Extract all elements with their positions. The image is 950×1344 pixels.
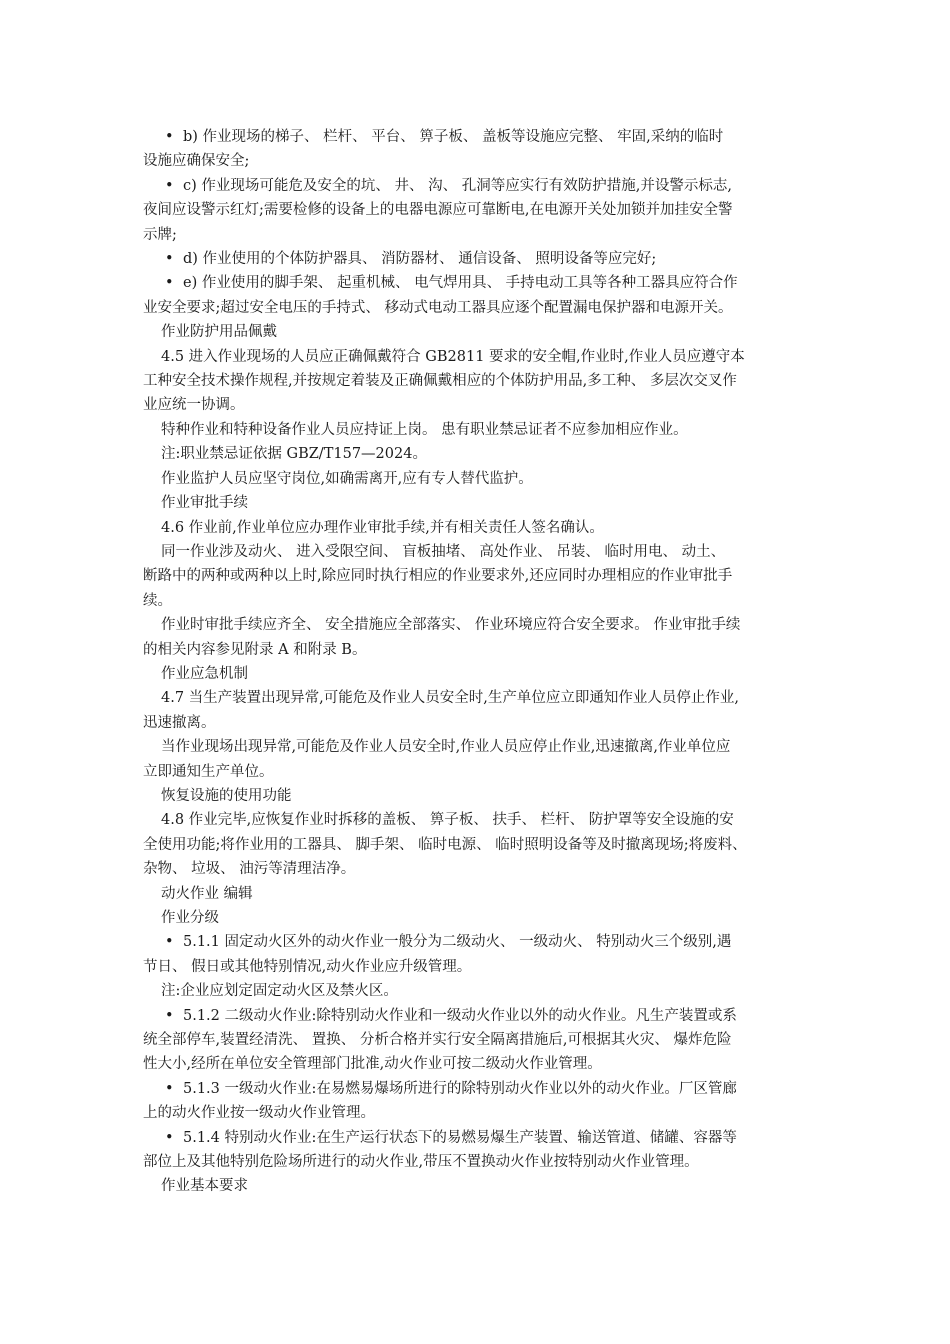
bullet-icon: • <box>165 275 174 292</box>
paragraph-line: 设施应确保安全; <box>143 153 250 170</box>
paragraph-text: b) 作业现场的梯子、 栏杆、 平台、 箅子板、 盖板等设施应完整、 牢固,采纳的临时 <box>183 129 724 145</box>
paragraph-line: 统全部停车,装置经清洗、 置换、 分析合格并实行安全隔离措施后,可根据其火灾、 爆炸危险 <box>143 1032 732 1049</box>
document-page <box>143 125 815 1199</box>
paragraph-line: 作业时审批手续应齐全、 安全措施应全部落实、 作业环境应符合安全要求。 作业审批手续 <box>161 617 741 634</box>
paragraph-line: 当作业现场出现异常,可能危及作业人员安全时,作业人员应停止作业,迅速撤离,作业单位应 <box>161 739 731 756</box>
section-heading: 作业应急机制 <box>161 665 248 682</box>
paragraph-line: 上的动火作业按一级动火作业管理。 <box>143 1105 375 1122</box>
paragraph-line: 工种安全技术操作规程,并按规定着装及正确佩戴相应的个体防护用品,多工种、 多层次交叉作 <box>143 373 737 390</box>
paragraph-line: 断路中的两种或两种以上时,除应同时执行相应的作业要求外,还应同时办理相应的作业审批手 <box>143 568 733 585</box>
list-item <box>143 930 815 954</box>
paragraph-text: 5.1.1 固定动火区外的动火作业一般分为二级动火、 一级动火、 特别动火三个级别,遇 <box>183 934 732 951</box>
bullet-icon: • <box>165 251 174 268</box>
list-item <box>143 1004 815 1028</box>
bullet-icon: • <box>165 177 174 194</box>
paragraph-line: 夜间应设警示红灯;需要检修的设备上的电器电源应可靠断电,在电源开关处加锁并加挂安全警 <box>143 202 733 219</box>
paragraph-line: 4.7 当生产装置出现异常,可能危及作业人员安全时,生产单位应立即通知作业人员停止作业, <box>161 690 739 707</box>
bullet-icon: • <box>165 1007 174 1024</box>
note-line: 注:职业禁忌证依据 GBZ/T157—2024。 <box>161 446 427 463</box>
section-heading: 作业审批手续 <box>161 495 248 512</box>
bullet-icon: • <box>165 1080 174 1097</box>
paragraph-line: 4.5 进入作业现场的人员应正确佩戴符合 GB2811 要求的安全帽,作业时,作业人员应遵守本 <box>161 348 745 365</box>
section-heading: 作业基本要求 <box>161 1178 248 1195</box>
bullet-icon: • <box>165 934 174 951</box>
paragraph-line: 部位上及其他特别危险场所进行的动火作业,带压不置换动火作业按特别动火作业管理。 <box>143 1154 699 1171</box>
list-item <box>143 247 815 271</box>
paragraph-line: 示牌; <box>143 226 177 243</box>
list-item <box>143 125 815 149</box>
paragraph-line: 全使用功能;将作业用的工器具、 脚手架、 临时电源、 临时照明设备等及时撤离现场;将废料、 <box>143 836 747 853</box>
note-line: 注:企业应划定固定动火区及禁火区。 <box>161 983 398 1000</box>
paragraph-line: 同一作业涉及动火、 进入受限空间、 盲板抽堵、 高处作业、 吊装、 临时用电、 动土、 <box>161 543 726 560</box>
paragraph-line: 迅速撤离。 <box>143 714 216 731</box>
paragraph-text: 5.1.2 二级动火作业:除特别动火作业和一级动火作业以外的动火作业。凡生产装置或系 <box>183 1007 737 1024</box>
paragraph-line: 业安全要求;超过安全电压的手持式、 移动式电动工器具应逐个配置漏电保护器和电源开关。 <box>143 299 733 316</box>
paragraph-text: c) 作业现场可能危及安全的坑、 井、 沟、 孔洞等应实行有效防护措施,并设警示标志, <box>183 177 732 194</box>
bullet-icon: • <box>165 1129 174 1146</box>
paragraph-line: 杂物、 垃圾、 油污等清理洁净。 <box>143 861 356 878</box>
bullet-icon: • <box>165 129 174 145</box>
paragraph-line: 特种作业和特种设备作业人员应持证上岗。 患有职业禁忌证者不应参加相应作业。 <box>161 421 688 438</box>
paragraph-text: e) 作业使用的脚手架、 起重机械、 电气焊用具、 手持电动工具等各种工器具应符合作 <box>183 275 738 292</box>
paragraph-line: 作业监护人员应坚守岗位,如确需离开,应有专人替代监护。 <box>161 470 533 487</box>
paragraph-line: 业应统一协调。 <box>143 397 245 414</box>
paragraph-line: 的相关内容参见附录 A 和附录 B。 <box>143 641 367 658</box>
section-heading: 恢复设施的使用功能 <box>161 787 292 804</box>
list-item <box>143 1126 815 1150</box>
paragraph-line: 续。 <box>143 592 172 609</box>
list-item <box>143 174 815 198</box>
paragraph-text: 5.1.3 一级动火作业:在易燃易爆场所进行的除特别动火作业以外的动火作业。厂区管廊 <box>183 1080 737 1097</box>
paragraph-line: 性大小,经所在单位安全管理部门批准,动火作业可按二级动火作业管理。 <box>143 1056 602 1073</box>
paragraph-line: 4.6 作业前,作业单位应办理作业审批手续,并有相关责任人签名确认。 <box>161 519 604 536</box>
paragraph-text: 5.1.4 特别动火作业:在生产运行状态下的易燃易爆生产装置、输送管道、储罐、容器等 <box>183 1129 737 1146</box>
section-heading: 动火作业 编辑 <box>161 885 253 902</box>
paragraph-line: 4.8 作业完毕,应恢复作业时拆移的盖板、 箅子板、 扶手、 栏杆、 防护罩等安全设施的安 <box>161 812 734 829</box>
paragraph-line: 节日、 假日或其他特别情况,动火作业应升级管理。 <box>143 958 472 975</box>
paragraph-line: 立即通知生产单位。 <box>143 763 274 780</box>
list-item <box>143 1077 815 1101</box>
paragraph-text: d) 作业使用的个体防护器具、 消防器材、 通信设备、 照明设备等应完好; <box>183 251 657 268</box>
list-item <box>143 271 815 295</box>
section-heading: 作业防护用品佩戴 <box>161 324 277 341</box>
section-heading: 作业分级 <box>161 910 219 926</box>
